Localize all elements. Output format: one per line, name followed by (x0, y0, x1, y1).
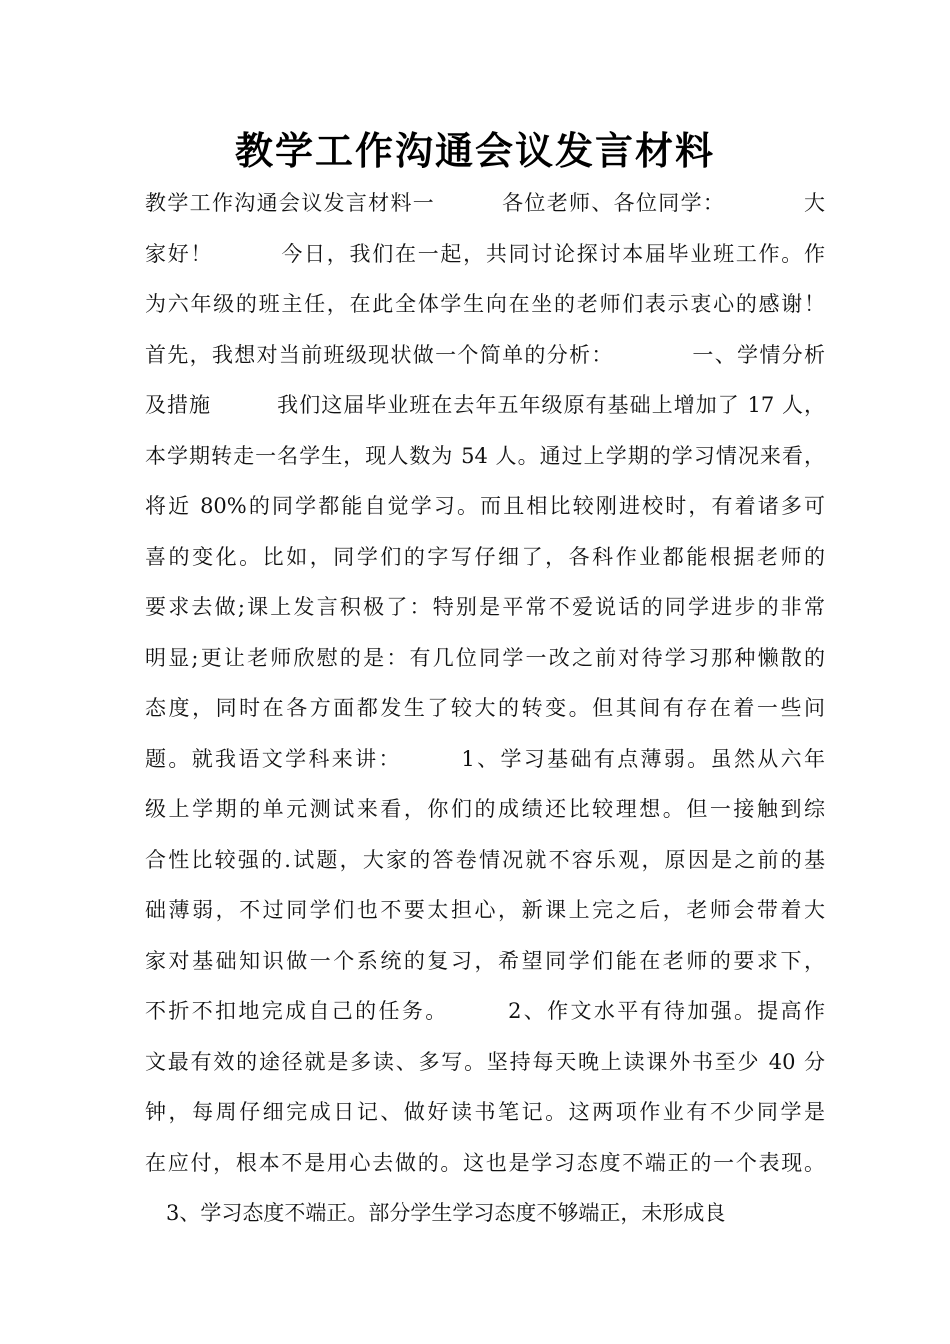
body-line: 础薄弱，不过同学们也不要太担心，新课上完之后，老师会带着大 (145, 898, 825, 922)
body-line: 合性比较强的.试题，大家的答卷情况就不容乐观，原因是之前的基 (145, 847, 825, 872)
body-line: 级上学期的单元测试来看，你们的成绩还比较理想。但一接触到综 (145, 797, 825, 821)
body-line: 在应付，根本不是用心去做的。这也是学习态度不端正的一个表现。 (145, 1150, 825, 1175)
body-line: 态度，同时在各方面都发生了较大的转变。但其间有存在着一些问 (145, 696, 825, 720)
body-line: 明显;更让老师欣慰的是：有几位同学一改之前对待学习那种懒散的 (145, 645, 825, 670)
body-line: 将近 80%的同学都能自觉学习。而且相比较刚进校时，有着诸多可 (145, 494, 825, 518)
body-line: 本学期转走一名学生，现人数为 54 人。通过上学期的学习情况来看， (145, 443, 825, 468)
body-line: 家好！ 今日，我们在一起，共同讨论探讨本届毕业班工作。作 (145, 241, 825, 266)
document-title: 教学工作沟通会议发言材料 (234, 129, 715, 173)
body-line: 教学工作沟通会议发言材料一 各位老师、各位同学： 大 (145, 191, 825, 215)
body-line: 首先，我想对当前班级现状做一个简单的分析： 一、学情分析 (145, 342, 825, 367)
body-line: 家对基础知识做一个系统的复习，希望同学们能在老师的要求下， (145, 948, 825, 973)
document-body (145, 178, 825, 1239)
body-line: 文最有效的途径就是多读、多写。坚持每天晚上读课外书至少 40 分 (145, 1049, 825, 1074)
body-line: 3、学习态度不端正。部分学生学习态度不够端正，未形成良 (145, 1201, 726, 1225)
body-line: 为六年级的班主任，在此全体学生向在坐的老师们表示衷心的感谢！ (145, 292, 825, 316)
body-line: 题。就我语文学科来讲： 1、学习基础有点薄弱。虽然从六年 (145, 746, 825, 771)
body-line: 喜的变化。比如，同学们的字写仔细了，各科作业都能根据老师的 (145, 544, 825, 569)
body-line: 不折不扣地完成自己的任务。 2、作文水平有待加强。提高作 (145, 999, 825, 1023)
body-line: 要求去做;课上发言积极了：特别是平常不爱说话的同学进步的非常 (145, 595, 825, 619)
body-line: 及措施 我们这届毕业班在去年五年级原有基础上增加了 17 人， (145, 393, 825, 417)
body-line: 钟，每周仔细完成日记、做好读书笔记。这两项作业有不少同学是 (145, 1100, 825, 1124)
